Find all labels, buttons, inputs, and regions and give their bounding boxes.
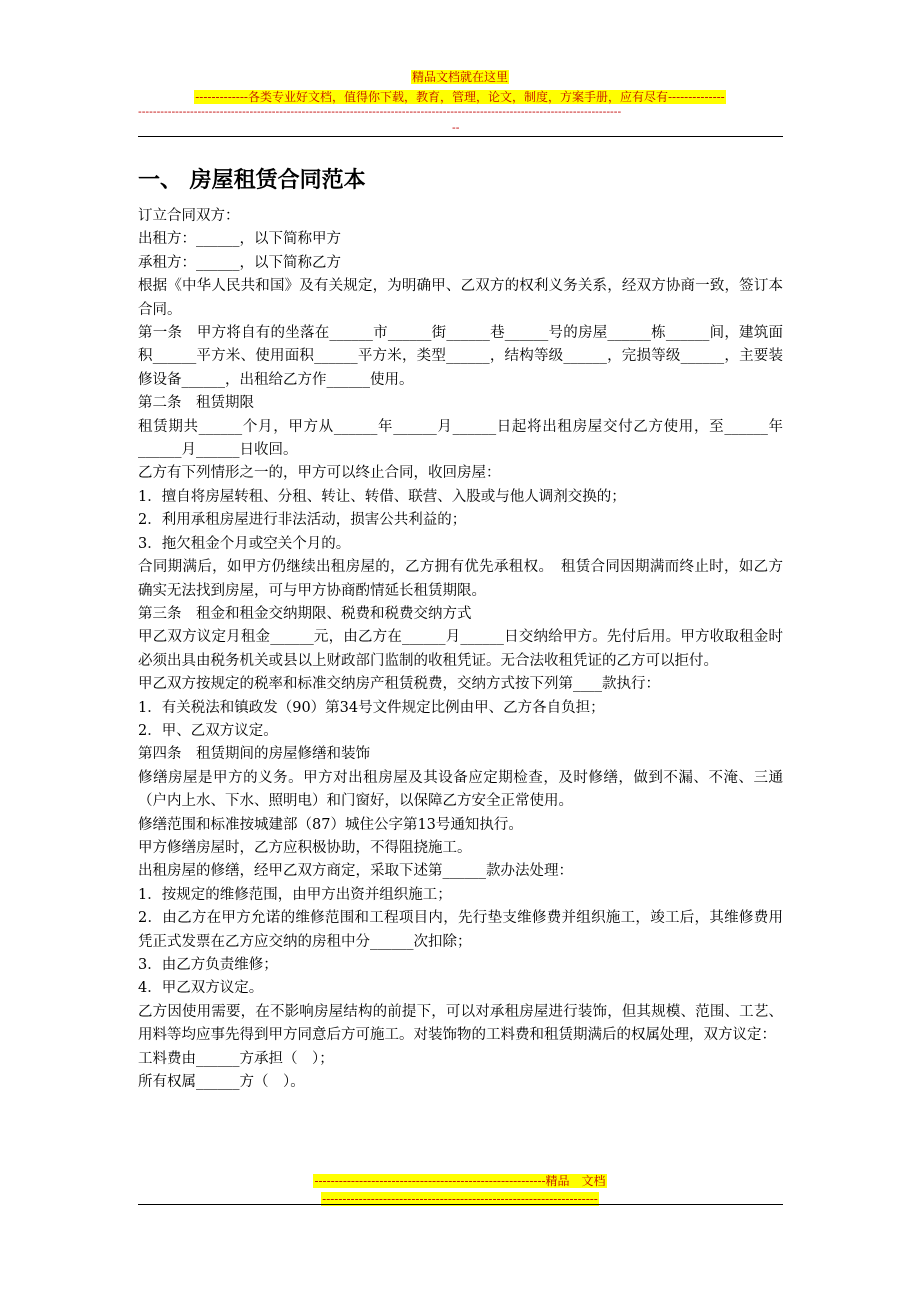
header-sub-banner bbox=[0, 86, 920, 105]
paragraph: 3．由乙方负责维修； bbox=[138, 957, 278, 973]
paragraph: 2．甲、乙双方议定。 bbox=[138, 722, 278, 739]
header-top-banner bbox=[0, 66, 920, 85]
paragraph: 所有权属______方（ ）。 bbox=[138, 1074, 305, 1091]
paragraph: 订立合同双方： bbox=[138, 208, 240, 224]
footer-dash-text: -------------------------------------------------------------------- bbox=[322, 1192, 598, 1206]
paragraph: 第四条 租赁期间的房屋修缮和装饰 bbox=[138, 746, 370, 763]
paragraph: 乙方有下列情形之一的，甲方可以终止合同，收回房屋： bbox=[138, 465, 501, 482]
paragraph: 工料费由______方承担（ ）； bbox=[138, 1050, 334, 1067]
paragraph: 甲乙双方按规定的税率和标准交纳房产租赁税费，交纳方式按下列第____款执行： bbox=[138, 676, 660, 693]
paragraph: 出租方：______，以下简称甲方 bbox=[138, 231, 341, 248]
paragraph: 根据《中华人民共和国》及有关规定，为明确甲、乙双方的权利义务关系，经双方协商一致，签订本合同。 bbox=[138, 278, 783, 318]
paragraph: 甲方修缮房屋时，乙方应积极协助，不得阻挠施工。 bbox=[138, 839, 472, 856]
header-sub-banner-text: -------------各类专业好文档，值得你下载，教育，管理，论文，制度，方案手册，应有尽有-------------- bbox=[195, 90, 725, 104]
paragraph: 第三条 租金和租金交纳期限、税费和税费交纳方式 bbox=[138, 605, 472, 622]
header-dash-tail: -- bbox=[452, 122, 460, 134]
paragraph: 第二条 租赁期限 bbox=[138, 395, 254, 412]
paragraph: 租赁期共______个月，甲方从______年______月______日起将出租房屋交付乙方使用，至______年______月______日收回。 bbox=[138, 418, 783, 459]
paragraph: 乙方因使用需要，在不影响房屋结构的前提下，可以对承租房屋进行装饰，但其规模、范围、工艺、用料等均应事先得到甲方同意后方可施工。对装饰物的工料费和租赁期满后的权属处理，双方议定： bbox=[138, 1003, 783, 1044]
header-divider bbox=[138, 136, 783, 137]
paragraph: 出租房屋的修缮，经甲乙双方商定，采取下述第______款办法处理： bbox=[138, 863, 573, 880]
footer-banner bbox=[290, 1170, 630, 1189]
footer-banner-text: ---------------------------------------------------------精品 文档 bbox=[314, 1174, 606, 1188]
paragraph: 2．利用承租房屋进行非法活动，损害公共利益的； bbox=[138, 512, 467, 529]
document-title: 一、 房屋租赁合同范本 bbox=[138, 168, 366, 193]
paragraph: 1．按规定的维修范围，由甲方出资并组织施工； bbox=[138, 886, 452, 903]
header-top-banner-text: 精品文档就在这里 bbox=[411, 70, 508, 84]
document-body bbox=[138, 205, 783, 1094]
paragraph: 1．擅自将房屋转租、分租、转让、转借、联营、入股或与他人调剂交换的； bbox=[138, 488, 626, 505]
header-dash-line: ---------------------------------------------------------------------------------------------------------------------------------- bbox=[138, 106, 622, 118]
paragraph: 修缮房屋是甲方的义务。甲方对出租房屋及其设备应定期检查，及时修缮，做到不漏、不淹、三通（户内上水、下水、照明电）和门窗好，以保障乙方安全正常使用。 bbox=[138, 769, 783, 810]
paragraph: 合同期满后，如甲方仍继续出租房屋的，乙方拥有优先承租权。 租赁合同因期满而终止时，如乙方确实无法找到房屋，可与甲方协商酌情延长租赁期限。 bbox=[138, 559, 783, 599]
paragraph: 修缮范围和标准按城建部（87）城住公字第13号通知执行。 bbox=[138, 816, 523, 833]
paragraph: 2．由乙方在甲方允诺的维修范围和工程项目内，先行垫支维修费并组织施工，竣工后，其维修费用凭正式发票在乙方应交纳的房租中分______次扣除； bbox=[138, 910, 783, 950]
footer-divider bbox=[138, 1204, 783, 1205]
paragraph: 3．拖欠租金个月或空关个月的。 bbox=[138, 535, 351, 552]
paragraph: 承租方：______，以下简称乙方 bbox=[138, 254, 341, 271]
paragraph: 1．有关税法和镇政发（90）第34号文件规定比例由甲、乙方各自负担； bbox=[138, 699, 605, 716]
paragraph: 4．甲乙双方议定。 bbox=[138, 980, 264, 997]
paragraph: 第一条 甲方将自有的坐落在______市______街______巷______号的房屋______栋______间，建筑面积______平方米、使用面积______平方米，类型______，结构等级______，完损等级______，主要装修设备______，出租给乙方作______使用。 bbox=[138, 325, 783, 388]
paragraph: 甲乙双方议定月租金______元，由乙方在______月______日交纳给甲方。先付后用。甲方收取租金时必须出具由税务机关或县以上财政部门监制的收租凭证。无合法收租凭证的乙方可以拒付。 bbox=[138, 629, 783, 669]
